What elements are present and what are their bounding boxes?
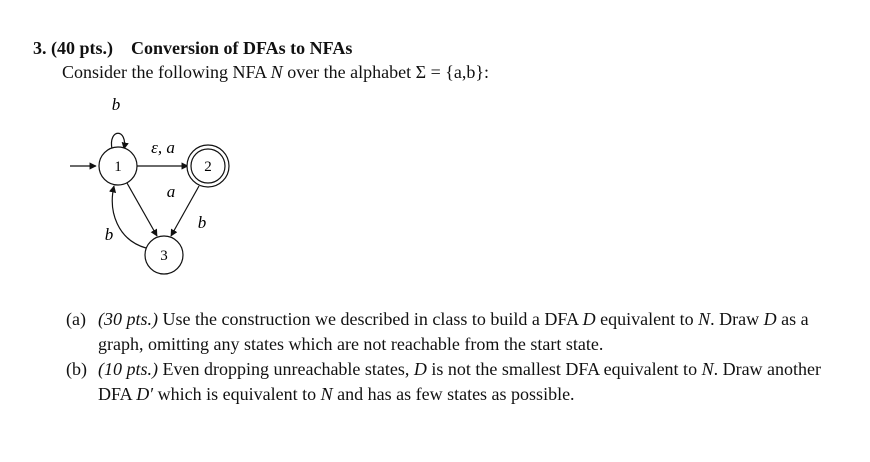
part-b-text-5: and has as few states as possible. xyxy=(332,384,575,404)
problem-title: Conversion of DFAs to NFAs xyxy=(131,38,353,58)
state-2-label: 2 xyxy=(204,159,212,175)
intro-prefix: Consider the following NFA xyxy=(62,62,271,82)
part-a-var-1: D xyxy=(582,309,596,329)
part-b-text-2: is not the smallest DFA equivalent to xyxy=(426,359,702,379)
label-3-1: b xyxy=(104,225,114,244)
part-a-text-4: as a graph, omitting any states which are not reachable from the start state. xyxy=(98,309,809,354)
state-1-label: 1 xyxy=(114,159,122,175)
part-b-points: (10 pts.) xyxy=(98,359,158,379)
part-a-text-3: . Draw xyxy=(710,309,764,329)
intro-middle: over the alphabet xyxy=(282,62,416,82)
intro-nfa-name: N xyxy=(270,62,283,82)
part-a-var-3: D xyxy=(763,309,777,329)
label-1-3: a xyxy=(166,182,176,201)
edge-1-3 xyxy=(127,183,157,236)
part-a-label: (a) xyxy=(66,309,86,329)
part-a-text-1: Use the construction we described in class to build a DFA xyxy=(158,309,583,329)
part-b-var-4: N xyxy=(320,384,333,404)
part-a-body xyxy=(98,307,846,357)
state-3-label: 3 xyxy=(160,248,168,264)
problem-number: 3. xyxy=(33,38,47,58)
label-1-2: ε, a xyxy=(151,138,175,157)
part-b-text-3: . Draw another DFA xyxy=(98,359,822,404)
part-b-text-1: Even dropping unreachable states, xyxy=(158,359,414,379)
part-a-points: (30 pts.) xyxy=(98,309,158,329)
part-b-var-3: D′ xyxy=(136,384,154,404)
part-b-var-1: D xyxy=(413,359,427,379)
part-b-text-4: which is equivalent to xyxy=(153,384,321,404)
part-b xyxy=(66,357,846,407)
part-a xyxy=(66,307,846,357)
problem-points: (40 pts.) xyxy=(51,38,113,58)
label-2-3: b xyxy=(197,213,207,232)
edge-3-1 xyxy=(112,186,146,248)
part-b-var-2: N xyxy=(701,359,714,379)
intro-alphabet: Σ = {a,b}: xyxy=(415,62,490,82)
part-a-var-2: N xyxy=(698,309,711,329)
label-1-1: b xyxy=(111,95,121,114)
part-b-body xyxy=(98,357,846,407)
part-a-text-2: equivalent to xyxy=(595,309,699,329)
part-b-label: (b) xyxy=(66,359,87,379)
